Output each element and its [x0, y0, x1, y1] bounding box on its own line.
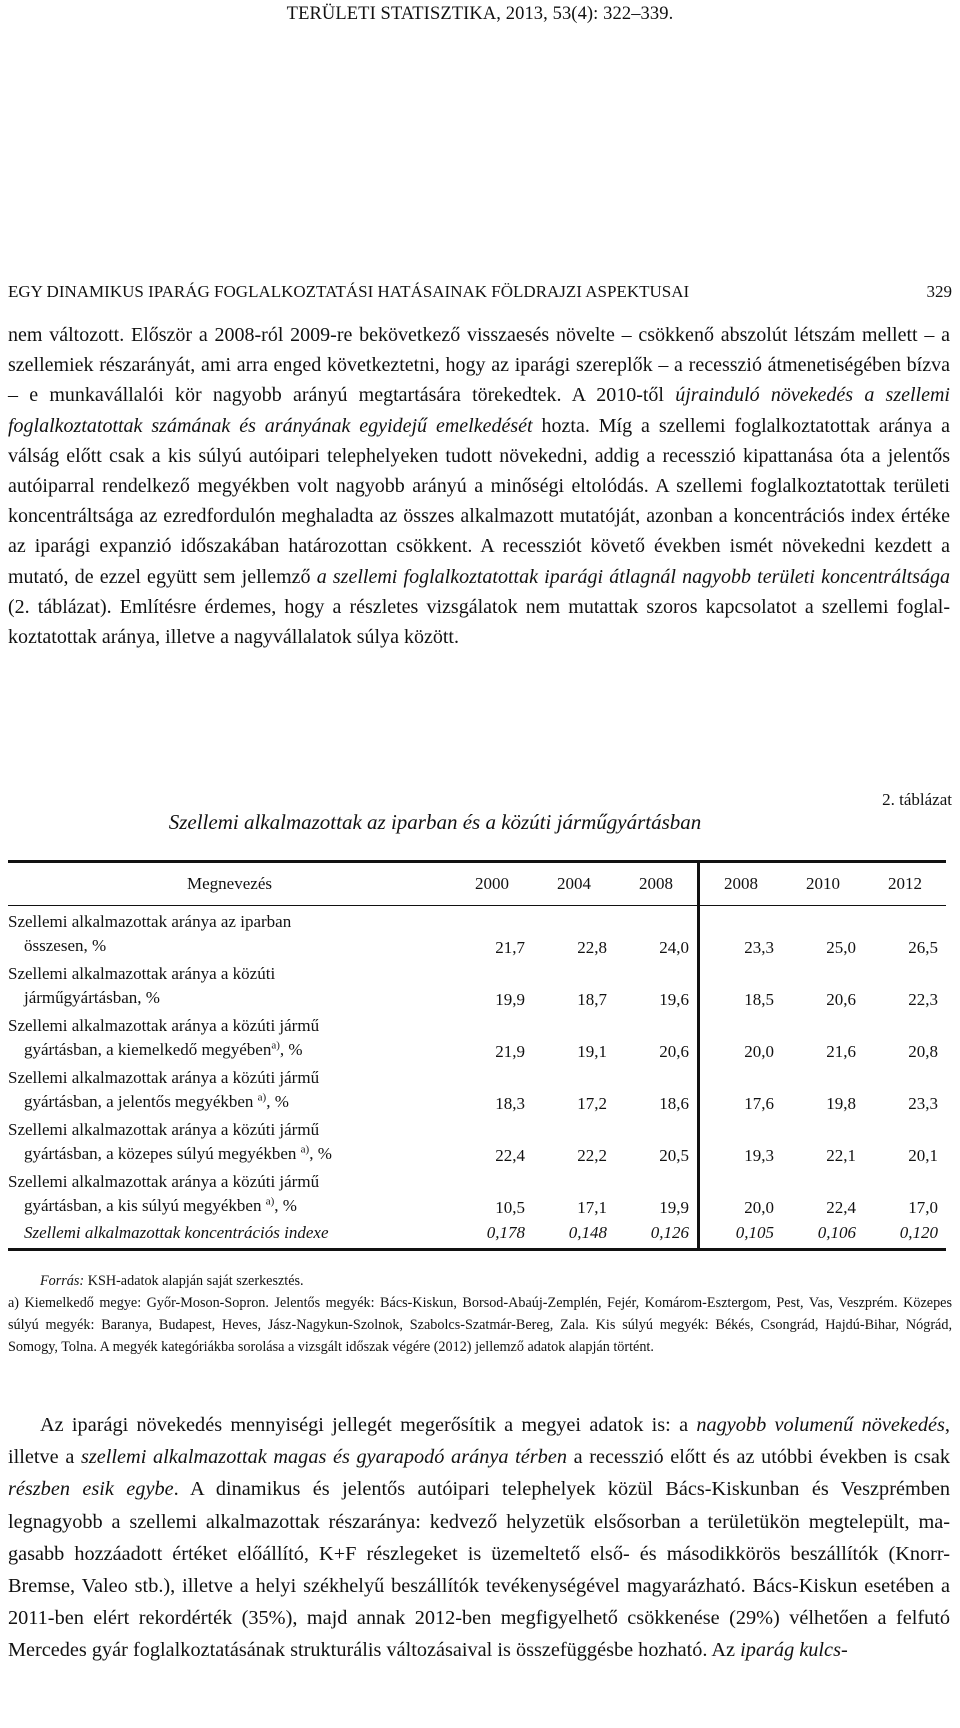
row-label-line-1: Szellemi alkalmazottak aránya az iparban: [8, 912, 292, 931]
italic-run: szellemi alkalmazottak magas és gyarapodó aránya térben: [80, 1446, 567, 1469]
table-cell-value: 23,3: [699, 906, 783, 959]
table-cell-value: 19,6: [659, 990, 689, 1009]
row-label: [8, 1166, 451, 1218]
table-notes: [8, 1270, 952, 1358]
table-body: [8, 906, 946, 1250]
table-cell-value: 0,126: [615, 1218, 699, 1250]
table-cell-value: 10,5: [495, 1198, 525, 1217]
text-run: . A dinamikus és jelentős autóipari telephelyek közül Bács-Kiskunban és Veszprémben legnagyobb a szellemi alkalmazottak részaránya: kedvező helyzetük elsősorban a területükön megtelepült, magasabb hozzáadott értéket előállító, K+F részlegeket is üzemeltető első- és másodikkörös beszállítók (Knorr-Bremse, Valeo stb.), illetve a helyi székhelyű beszállítók tevékenységével magyarázható. Bács-Kiskun esetében a 2011-ben elért rekordérték (35%), majd annak 2012-ben megfigyelhető csökkenése (29%) vélhetően a felfutó Mercedes gyár foglalkoztatásának strukturális változásaival is összefüggésbe hozható. Az: [8, 1478, 951, 1662]
table-row: [8, 1010, 946, 1062]
table-cell-value: 18,7: [577, 990, 607, 1009]
row-label-text: járműgyártásban, %: [24, 988, 160, 1007]
table-cell-value: 19,3: [699, 1114, 783, 1166]
body-paragraph-2: [8, 1409, 950, 1667]
row-label-line-1: Szellemi alkalmazottak aránya a közúti jármű: [8, 1016, 320, 1035]
row-label: [8, 958, 451, 1010]
row-label-line-1: Szellemi alkalmazottak aránya a közúti: [8, 964, 276, 983]
table-cell-value: 18,3: [495, 1094, 525, 1113]
table-cell-value: 17,6: [699, 1062, 783, 1114]
table-cell-value: 22,4: [495, 1146, 525, 1165]
row-label: [8, 1114, 451, 1166]
page-number: 329: [926, 282, 952, 301]
italic-run: nagyobb volumenű növekedés: [696, 1414, 945, 1436]
table-cell-value: 20,8: [908, 1042, 938, 1061]
table-row-index: [8, 1218, 946, 1250]
row-label-unit: , %: [279, 1040, 303, 1059]
text-run: nem változott. Először a 2008-ról 2009-re bekövetkező visszaesés növelte – csökkenő abszolút létszám mellett – a szellemiek részarányát, ami arra enged következtetni, hogy az iparági szereplők – a recesszió átmenetiségében bízva – e munkavállalói kör nagyobb arányú megtartására törekedtek. A 2010-től: [8, 324, 950, 407]
table-header-row: [8, 862, 946, 906]
table-cell-value: 20,0: [699, 1010, 783, 1062]
text-run: , illetve a: [8, 1414, 950, 1469]
table-row: [8, 1166, 946, 1218]
footnote-marker: a): [300, 1143, 310, 1156]
table-cell-value: 17,2: [577, 1094, 607, 1113]
table-cell-value: 26,5: [908, 938, 938, 957]
section-title: EGY DINAMIKUS IPARÁG FOGLALKOZTATÁSI HATÁSAINAK FÖLDRAJZI ASPEKTUSAI: [8, 282, 690, 301]
body-paragraph-1: [8, 320, 950, 652]
table-cell-value: 0,120: [864, 1218, 946, 1250]
row-label-unit: , %: [266, 1092, 289, 1111]
text-run: a recesszió előtt és az utóbbi években is csak: [566, 1446, 951, 1469]
table-cell-value: 22,3: [908, 990, 938, 1009]
row-label-line-2: [8, 1090, 451, 1114]
table-cell-value: 22,2: [577, 1146, 607, 1165]
italic-run: részben esik egybe: [8, 1478, 174, 1501]
row-label-text: gyártásban, a kis súlyú megyékben: [24, 1196, 266, 1215]
row-label-unit: , %: [274, 1196, 297, 1215]
text-run: (2. táblázat). Említésre érdemes, hogy a részletes vizsgálatok nem mutattak szoros kapcsolatot a szellemi foglalkoztatottak aránya, illetve a nagyvállalatok súlya között.: [8, 595, 950, 649]
table-row: [8, 1114, 946, 1166]
row-label-line-1: Szellemi alkalmazottak aránya a közúti jármű: [8, 1120, 320, 1139]
table-cell-value: 22,8: [577, 938, 607, 957]
italic-run: újrainduló növekedés a szellemi foglalkoztatottak számának és arányának egyidejű emelkedését: [8, 384, 950, 437]
data-table: [8, 860, 946, 1251]
text-run: Az iparági növekedés mennyiségi jellegét megerősítik a megyei adatok is: a: [40, 1414, 697, 1436]
text-run: hozta. Míg a szellemi foglalkoztatottak aránya a válság előtt csak a kis súlyú autóipari telephelyeken tudott növekedni, addig a recesszió kipattanása óta a jelentős autóiparral rendelkező megyékben volt nagyobb arányú a minőségi eltolódás. A szellemi foglalkoztatottak területi koncentráltsága az ezredfordulón meghaladta az összes alkalmazott mutatóját, azonban a koncentrációs index értéke az iparági expanzió időszakában határozottan csökkent. A recessziót követő években ismét növekedni kezdett a mutató, de ezzel együtt sem jellemző: [8, 414, 951, 588]
table-cell-value: 0,106: [782, 1218, 864, 1250]
row-label: [8, 1010, 451, 1062]
footnote-marker: a): [271, 1039, 280, 1052]
table-cell-value: 0,178: [451, 1218, 533, 1250]
footnote: a) Kiemelkedő megye: Győr-Moson-Sopron. Jelentős megyék: Bács-Kiskun, Borsod-Abaúj-Zemplén, Fejér, Komárom-Esztergom, Pest, Vas, Veszprém. Közepes súlyú megyék: Baranya, Budapest, Heves, Jász-Nagykun-Szolnok, Szabolcs-Szatmár-Bereg, Zala. Kis súlyú megyék: Békés, Csongrád, Hajdú-Bihar, Nógrád, Somogy, Tolna. A megyék kategóriákba sorolása a vizsgált időszak végére (2012) jellemző adatok alapján történt.: [8, 1295, 952, 1355]
row-label-text: összesen, %: [24, 936, 107, 955]
footnote-marker: a): [257, 1091, 267, 1104]
column-header-year: 2008: [699, 862, 783, 906]
row-label-line-2: [8, 1142, 451, 1166]
italic-run: iparág kulcs-: [740, 1639, 848, 1662]
row-label-line-2: [8, 934, 451, 958]
row-label-text: gyártásban, a jelentős megyékben: [24, 1092, 258, 1111]
table-cell-value: 20,1: [908, 1146, 938, 1165]
table-cell-value: 20,6: [826, 990, 856, 1009]
table-cell-value: 20,6: [659, 1042, 689, 1061]
row-label-line-1: Szellemi alkalmazottak aránya a közúti jármű: [8, 1068, 320, 1087]
italic-run: a szellemi foglalkoztatottak iparági átlagnál nagyobb területi koncentráltsága: [316, 565, 950, 588]
source-note: [8, 1270, 952, 1292]
table-cell-value: 24,0: [659, 938, 689, 957]
column-header-year: 2010: [782, 862, 864, 906]
row-label: [8, 1062, 451, 1114]
table-number: 2. táblázat: [882, 790, 952, 809]
table-cell-value: 19,9: [495, 990, 525, 1009]
row-label: [8, 906, 451, 959]
row-label-unit: , %: [309, 1144, 332, 1163]
table-row: [8, 906, 946, 959]
table-cell-value: 20,5: [659, 1146, 689, 1165]
running-head: TERÜLETI STATISZTIKA, 2013, 53(4): 322–339.: [286, 4, 674, 24]
table-cell-value: 23,3: [908, 1094, 938, 1113]
table-cell-value: 17,0: [908, 1198, 938, 1217]
table-cell-value: 22,1: [826, 1146, 856, 1165]
table-cell-value: 18,5: [699, 958, 783, 1010]
row-label-text: gyártásban, a közepes súlyú megyékben: [24, 1144, 301, 1163]
row-label-line-1: Szellemi alkalmazottak aránya a közúti jármű: [8, 1172, 320, 1191]
table-cell-value: 25,0: [826, 938, 856, 957]
column-header-name: Megnevezés: [8, 862, 451, 906]
column-header-year: 2004: [533, 862, 615, 906]
table-cell-value: 22,4: [826, 1198, 856, 1217]
table-cell-value: 19,9: [659, 1198, 689, 1217]
column-header-year: 2000: [451, 862, 533, 906]
table-title: Szellemi alkalmazottak az iparban és a közúti járműgyártásban: [168, 810, 702, 834]
table-cell-value: 0,105: [699, 1218, 783, 1250]
source-text: KSH-adatok alapján saját szerkesztés.: [84, 1273, 304, 1289]
table-cell-value: 19,8: [826, 1094, 856, 1113]
table-cell-value: 21,6: [826, 1042, 856, 1061]
section-header: [8, 282, 952, 302]
table-cell-value: 21,7: [495, 938, 525, 957]
footnote-marker: a): [265, 1195, 275, 1208]
column-header-year: 2012: [864, 862, 946, 906]
row-label-line-2: [8, 986, 451, 1010]
source-label: Forrás:: [40, 1273, 85, 1289]
row-label-line-2: [8, 1194, 451, 1218]
table-cell-value: 19,1: [577, 1042, 607, 1061]
row-label-text: gyártásban, a kiemelkedő megyében: [24, 1040, 272, 1059]
table-cell-value: 0,148: [533, 1218, 615, 1250]
table-row: [8, 958, 946, 1010]
table-cell-value: 18,6: [659, 1094, 689, 1113]
table-cell-value: 21,9: [495, 1042, 525, 1061]
table-cell-value: 17,1: [577, 1198, 607, 1217]
row-label: Szellemi alkalmazottak koncentrációs indexe: [8, 1218, 451, 1250]
row-label-line-2: [8, 1038, 451, 1062]
table-cell-value: 20,0: [699, 1166, 783, 1218]
table-row: [8, 1062, 946, 1114]
column-header-year: 2008: [615, 862, 699, 906]
